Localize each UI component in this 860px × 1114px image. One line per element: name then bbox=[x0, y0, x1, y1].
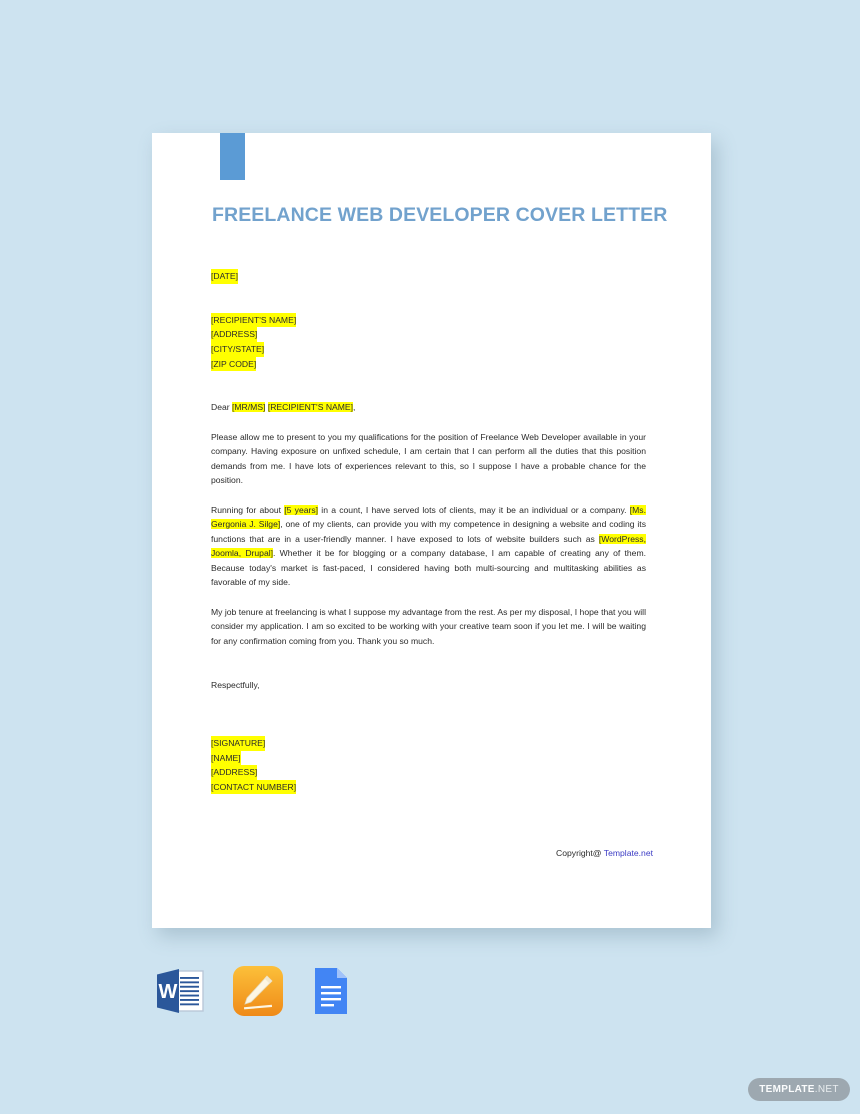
copyright-footer bbox=[152, 848, 653, 858]
recipient-name: [RECIPIENT'S NAME] bbox=[211, 313, 296, 328]
paragraph-3: My job tenure at freelancing is what I suppose my advantage from the rest. As per my disposal, I hope that you will consider my application. I am so excited to be working with your creative team soon if you let me. I will be waiting for any confirmation coming from you. Thank you so much. bbox=[211, 606, 646, 646]
p2-part-2: in a count, I have served lots of clients, may it be an individual or a company. bbox=[318, 504, 630, 515]
spacer bbox=[211, 707, 646, 722]
closing: Respectfully, bbox=[211, 679, 260, 690]
paragraph-1: Please allow me to present to you my qualifications for the position of Freelance Web Developer available in your company. Having exposure on unfixed schedule, I am certain that I can perform all the duties that this position demands from me. I have lots of experiences relevant to this, so I suppose I have a probable chance for the position. bbox=[211, 431, 646, 486]
watermark-light-text: .NET bbox=[814, 1084, 839, 1095]
signature-block bbox=[211, 736, 646, 794]
microsoft-word-icon[interactable] bbox=[152, 963, 208, 1019]
download-format-icons bbox=[152, 963, 412, 1025]
spacer bbox=[211, 415, 646, 430]
template-net-watermark bbox=[748, 1078, 850, 1101]
date-block bbox=[211, 269, 646, 284]
salutation-title-placeholder: [MR/MS] bbox=[232, 402, 266, 413]
salutation-prefix: Dear bbox=[211, 402, 233, 413]
spacer bbox=[211, 721, 646, 736]
spacer bbox=[211, 488, 646, 503]
p2-part-4: . Whether it be for blogging or a company database, I am capable of creating any of them. Because today's market is fast-paced, I considered having both multi-sourcing and multitasking abilities as favorable of my side. bbox=[211, 548, 646, 588]
svg-text:W: W bbox=[158, 981, 178, 1003]
spacer bbox=[211, 663, 646, 678]
spacer bbox=[211, 692, 646, 707]
p2-highlight-years: [5 years] bbox=[284, 504, 319, 515]
date-placeholder: [DATE] bbox=[211, 269, 238, 284]
p2-part-1: Running for about bbox=[211, 504, 285, 515]
spacer bbox=[211, 386, 646, 401]
p2-part-3: , one of my clients, can provide you with my competence in designing a website and coding its functions that are in a user-friendly manner. I have exposed to lots of website builders such as bbox=[211, 519, 646, 544]
paragraph-2 bbox=[211, 503, 646, 591]
spacer bbox=[211, 298, 646, 313]
template-net-link[interactable]: Template.net bbox=[603, 848, 653, 858]
copyright-text: Copyright@ bbox=[556, 848, 604, 858]
recipient-zip-code: [ZIP CODE] bbox=[211, 357, 256, 372]
p2-highlight-client-name: [Ms. Gergonia J. Silge] bbox=[211, 504, 646, 530]
recipient-city-state: [CITY/STATE] bbox=[211, 342, 264, 357]
google-docs-icon[interactable] bbox=[302, 963, 358, 1019]
spacer bbox=[211, 284, 646, 299]
document-page bbox=[152, 133, 711, 928]
recipient-block bbox=[211, 313, 646, 371]
salutation-suffix: , bbox=[353, 402, 356, 413]
accent-bar bbox=[220, 133, 245, 180]
signature-placeholder: [SIGNATURE] bbox=[211, 736, 265, 751]
spacer bbox=[211, 648, 646, 663]
apple-pages-icon[interactable] bbox=[230, 963, 286, 1019]
recipient-address: [ADDRESS] bbox=[211, 327, 257, 342]
spacer bbox=[211, 590, 646, 605]
p2-highlight-builders: [WordPress, Joomla, Drupal] bbox=[211, 533, 646, 559]
letter-body bbox=[211, 269, 646, 794]
sender-name: [NAME] bbox=[211, 751, 241, 766]
watermark-strong-text: TEMPLATE bbox=[759, 1084, 815, 1095]
salutation bbox=[211, 400, 646, 415]
spacer bbox=[211, 371, 646, 386]
sender-address: [ADDRESS] bbox=[211, 765, 257, 780]
page-title: FREELANCE WEB DEVELOPER COVER LETTER bbox=[212, 204, 668, 226]
sender-contact-number: [CONTACT NUMBER] bbox=[211, 780, 296, 795]
salutation-name-placeholder: [RECIPIENT'S NAME] bbox=[267, 402, 354, 413]
